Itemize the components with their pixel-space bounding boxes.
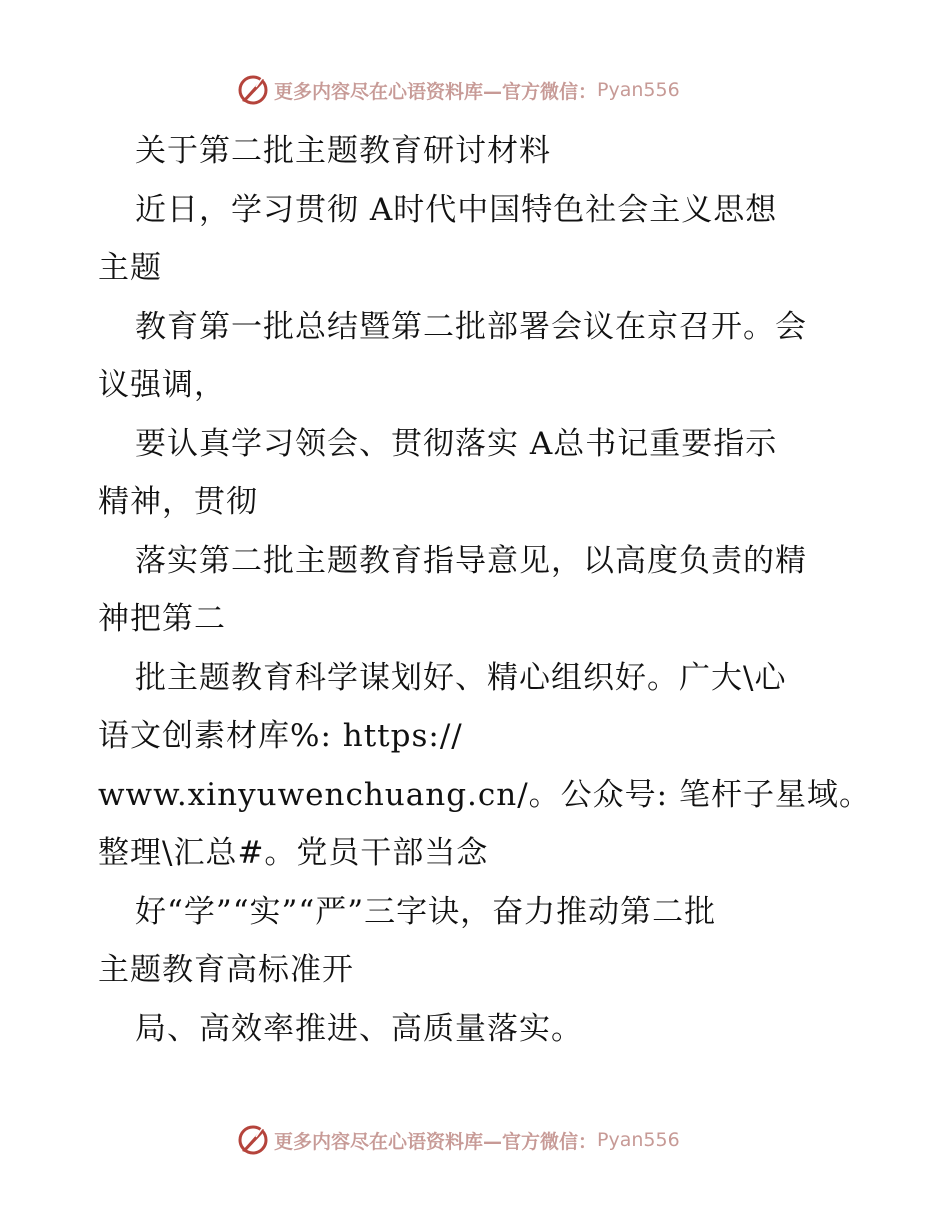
footer-watermark <box>236 1123 680 1157</box>
document-line: 主题教育高标准开 <box>98 952 354 988</box>
watermark-id: Pyan556 <box>597 1129 680 1151</box>
quill-logo-icon <box>236 1123 270 1157</box>
watermark-text: 更多内容尽在心语资料库—官方微信： <box>274 1130 598 1153</box>
document-line: 神把第二 <box>98 601 226 637</box>
document-title: 关于第二批主题教育研讨材料 <box>135 133 551 169</box>
quill-logo-icon <box>236 73 270 107</box>
document-line: 精神，贯彻 <box>98 484 258 520</box>
document-line: 批主题教育科学谋划好、精心组织好。广大\心 <box>135 659 787 696</box>
document-line: 近日，学习贯彻 A时代中国特色社会主义思想 <box>135 191 778 228</box>
header-watermark <box>236 73 680 107</box>
document-line: 要认真学习领会、贯彻落实 A总书记重要指示 <box>135 425 778 462</box>
document-line: 局、高效率推进、高质量落实。 <box>135 1010 583 1047</box>
watermark-text: 更多内容尽在心语资料库—官方微信： <box>274 80 598 103</box>
document-line: 教育第一批总结暨第二批部署会议在京召开。会 <box>135 308 807 345</box>
document-line: 整理\汇总#。党员干部当念 <box>98 835 489 871</box>
document-line: 主题 <box>98 250 162 286</box>
document-line: 落实第二批主题教育指导意见，以高度负责的精 <box>135 542 807 579</box>
watermark-id: Pyan556 <box>597 79 680 101</box>
document-line: 语文创素材库%: https:// <box>98 718 463 754</box>
document-body <box>98 122 878 1058</box>
document-line: www.xinyuwenchuang.cn/。公众号: 笔杆子星域。 <box>98 776 871 813</box>
document-line: 议强调， <box>98 367 226 403</box>
document-line: 好“学”“实”“严”三字诀，奋力推动第二批 <box>135 893 717 930</box>
